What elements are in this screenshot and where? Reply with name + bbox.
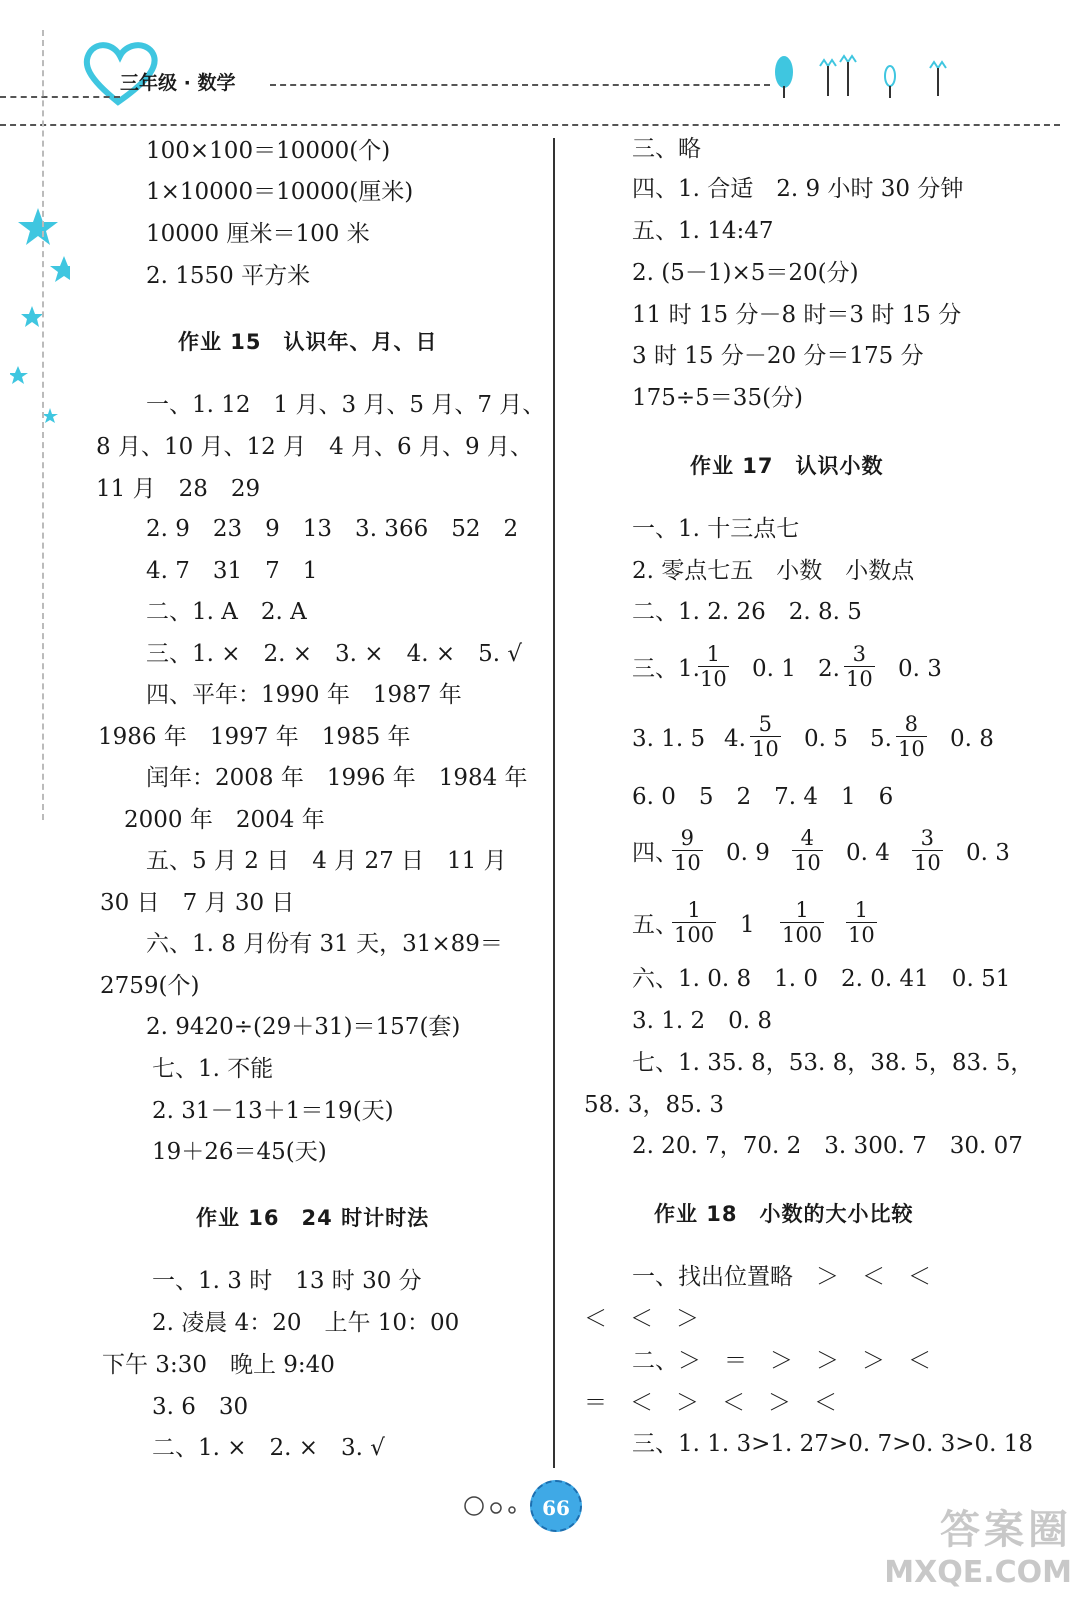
answer-line: 0. 5 (804, 726, 848, 752)
answer-line: 11 时 15 分－8 时＝3 时 15 分 (632, 302, 962, 328)
page-number: 66 (530, 1480, 582, 1532)
answer-line: 2000 年 2004 年 (124, 807, 325, 833)
answer-line: 0. 3 (966, 840, 1010, 866)
answer-line: 五、5 月 2 日 4 月 27 日 11 月 (146, 848, 507, 874)
answer-line: 2759(个) (100, 973, 200, 999)
answer-line: 0. 8 (950, 726, 994, 752)
answer-line: 四、平年：1990 年 1987 年 (146, 682, 462, 708)
answer-line: 闰年：2008 年 1996 年 1984 年 (146, 765, 528, 791)
answer-line: 3. 1. 2 0. 8 (632, 1008, 773, 1034)
fraction: 5 10 (752, 712, 779, 761)
margin-dashed-line (42, 30, 44, 820)
column-divider (553, 138, 555, 1468)
answer-line: 二、1. × 2. × 3. √ (152, 1435, 385, 1461)
answer-line: 一、1. 3 时 13 时 30 分 (152, 1268, 422, 1294)
answer-line: 六、1. 8 月份有 31 天，31×89＝ (146, 931, 503, 957)
answer-line: 2. (5－1)×5＝20(分) (632, 260, 859, 286)
answer-line: 二、＞ ＝ ＞ ＞ ＞ ＜ (632, 1348, 931, 1374)
answer-line: 3 时 15 分－20 分＝175 分 (632, 343, 924, 369)
answer-line: 四、 (632, 840, 678, 866)
answer-line: 0. 4 (846, 840, 890, 866)
answer-line: 5. (870, 726, 892, 752)
answer-line: 175÷5＝35(分) (632, 385, 804, 411)
answer-line: 五、 (632, 912, 678, 938)
header-divider (270, 84, 770, 86)
answer-line: 2. 零点七五 小数 小数点 (632, 558, 915, 584)
answer-line: 0. 9 (726, 840, 770, 866)
answer-line: 0. 3 (898, 656, 942, 682)
answer-line: 8 月、10 月、12 月 4 月、6 月、9 月、 (96, 434, 533, 460)
answer-line: 0. 1 (752, 656, 796, 682)
answer-line: ＝ ＜ ＞ ＜ ＞ ＜ (584, 1390, 837, 1416)
watermark: 答案圈 MXQE.COM (884, 1507, 1072, 1590)
answer-line: 2. 20. 7，70. 2 3. 300. 7 30. 07 (632, 1133, 1023, 1159)
bubble-decoration-icon (462, 1494, 528, 1518)
answer-line: 4. 7 31 7 1 (146, 558, 318, 584)
answer-line: 2. 凌晨 4：20 上午 10：00 (152, 1310, 460, 1336)
fraction: 9 10 (674, 826, 701, 875)
answer-line: 一、找出位置略 ＞ ＜ ＜ (632, 1264, 931, 1290)
fraction: 1 10 (700, 642, 727, 691)
section-heading: 作业 18 小数的大小比较 (654, 1202, 914, 1226)
answer-line: 19＋26＝45(天) (152, 1139, 327, 1165)
answer-line: 2. 9 23 9 13 3. 366 52 2 (146, 516, 519, 542)
answer-line: 三、1. × 2. × 3. × 4. × 5. √ (146, 641, 523, 667)
answer-line: 1986 年 1997 年 1985 年 (98, 724, 411, 750)
answer-line: 30 日 7 月 30 日 (100, 890, 295, 916)
answer-line: 六、1. 0. 8 1. 0 2. 0. 41 0. 51 (632, 966, 1011, 992)
answer-line: 五、1. 14:47 (632, 218, 774, 244)
answer-line: 一、1. 12 1 月、3 月、5 月、7 月、 (146, 392, 546, 418)
answer-line: 2. (818, 656, 840, 682)
answer-line: 三、略 (632, 136, 701, 162)
answer-line: 七、1. 35. 8，53. 8，38. 5，83. 5， (632, 1050, 1034, 1076)
answer-line: 11 月 28 29 (96, 476, 261, 502)
fraction: 1 10 (848, 898, 875, 947)
answer-line: 下午 3:30 晚上 9:40 (102, 1352, 335, 1378)
answer-line: 1×10000＝10000(厘米) (146, 179, 414, 205)
answer-line: ＜ ＜ ＞ (584, 1306, 699, 1332)
header-divider (0, 124, 1060, 126)
answer-line: 二、1. A 2. A (146, 599, 307, 625)
section-heading: 作业 16 24 时计时法 (196, 1206, 430, 1230)
fraction: 1 100 (782, 898, 823, 947)
answer-line: 3. 1. 5 (632, 726, 706, 752)
fraction: 3 10 (914, 826, 941, 875)
answer-line: 10000 厘米＝100 米 (146, 221, 370, 247)
fraction: 8 10 (898, 712, 925, 761)
answer-line: 三、1. (632, 656, 700, 682)
answer-line: 1 (740, 912, 755, 938)
answer-line: 6. 0 5 2 7. 4 1 6 (632, 784, 894, 810)
section-heading: 作业 17 认识小数 (690, 454, 884, 478)
header-divider (0, 96, 120, 98)
answer-line: 七、1. 不能 (152, 1056, 274, 1082)
fraction: 1 100 (674, 898, 715, 947)
answer-line: 二、1. 2. 26 2. 8. 5 (632, 599, 862, 625)
tree-flower-decoration-icon (770, 52, 970, 102)
answer-line: 2. 9420÷(29＋31)＝157(套) (146, 1014, 461, 1040)
fraction: 4 10 (794, 826, 821, 875)
answer-line: 4. (724, 726, 746, 752)
star-decoration-icon (10, 200, 70, 440)
fraction: 3 10 (846, 642, 873, 691)
answer-line: 3. 6 30 (152, 1394, 249, 1420)
answer-line: 2. 31－13＋1＝19(天) (152, 1098, 394, 1124)
answer-line: 58. 3，85. 3 (584, 1092, 725, 1118)
section-heading: 作业 15 认识年、月、日 (178, 330, 438, 354)
answer-line: 一、1. 十三点七 (632, 516, 800, 542)
answer-line: 四、1. 合适 2. 9 小时 30 分钟 (632, 176, 964, 202)
answer-line: 2. 1550 平方米 (146, 263, 311, 289)
header-title: 三年级 · 数学 (120, 72, 236, 94)
answer-line: 三、1. 1. 3>1. 27>0. 7>0. 3>0. 18 (632, 1431, 1034, 1457)
answer-line: 100×100＝10000(个) (146, 138, 391, 164)
